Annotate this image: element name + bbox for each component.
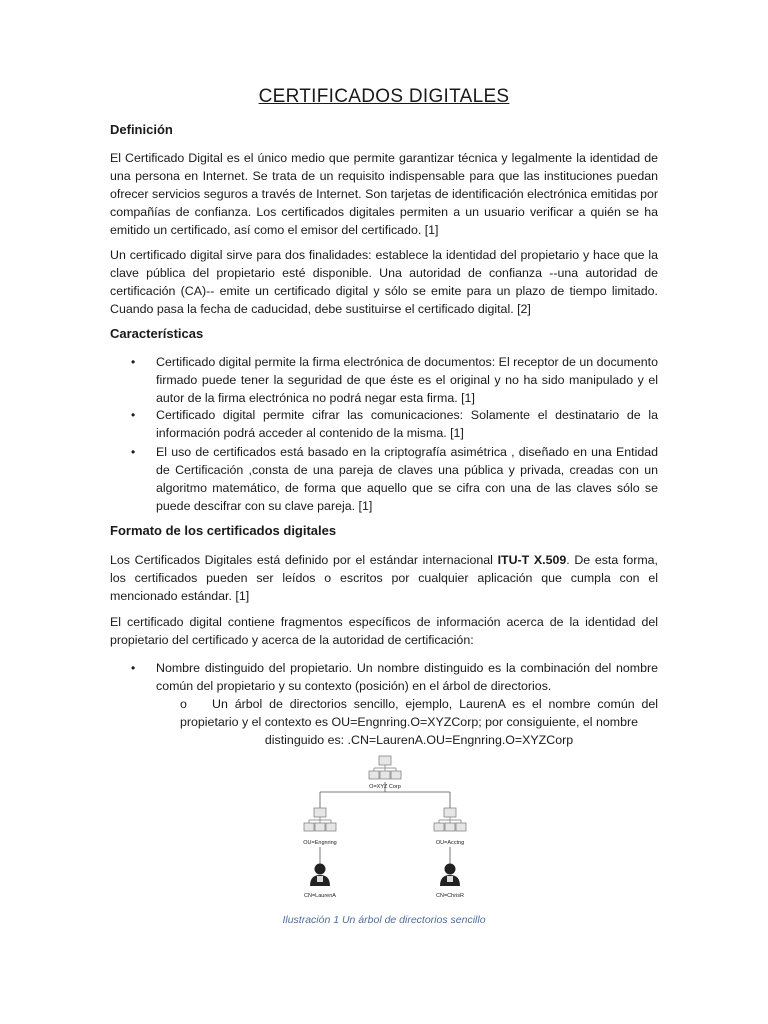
right-cn-label: CN=ChrisR	[436, 893, 464, 899]
directory-tree-diagram	[290, 752, 480, 912]
sub-bullet-last-line: distinguido es: .CN=LaurenA.OU=Engnring.O=XYZCorp	[264, 733, 574, 747]
left-ou-label: OU=Engnring	[303, 840, 337, 846]
bullet-text: El uso de certificados está basado en la criptografía asimétrica , diseñado en una Entidad de Certificación ,consta de una pareja de claves una pública y privada, creadas con un algoritmo matemático, de forma que aquello que se cifra con una de las claves sólo se puede descifrar con su clave pareja. [1]	[156, 445, 658, 513]
paragraph-definicion-2: Un certificado digital sirve para dos finalidades: establece la identidad del propietario y hace que la clave pública del propietario esté disponible. Una autoridad de confianza --una autoridad de certificación (CA)-- emite un certificado digital y sólo se emite para un plazo de tiempo limitado. Cuando pasa la fecha de caducidad, debe sustituirse el certificado digital. [2]	[110, 248, 658, 316]
left-cn-label: CN=LaurenA	[304, 893, 336, 899]
standard-name: ITU-T X.509	[497, 553, 567, 567]
paragraph-formato-1	[110, 551, 658, 605]
figure-caption: Ilustración 1 Un árbol de directorios sencillo	[282, 914, 486, 926]
root-node-label: O=XYZ Corp	[369, 784, 401, 790]
heading-caracteristicas: Características	[110, 326, 204, 341]
sub-bullet-marker: o	[180, 697, 187, 711]
bullet-marker: •	[131, 355, 136, 369]
page-title: CERTIFICADOS DIGITALES	[258, 86, 510, 107]
container-icon	[369, 756, 401, 779]
bullet-marker: •	[131, 445, 136, 459]
sub-bullet-text: Un árbol de directorios sencillo, ejemplo, LaurenA es el nombre común del propietario y el contexto es OU=Engnring.O=XYZCorp; por consiguiente, el nombre	[180, 697, 658, 729]
heading-definicion: Definición	[110, 122, 173, 137]
bullet-text: Nombre distinguido del propietario. Un nombre distinguido es la combinación del nombre común del propietario y su contexto (posición) en el árbol de directorios.	[156, 661, 658, 693]
bullet-text: Certificado digital permite la firma electrónica de documentos: El receptor de un documento firmado puede tener la seguridad de que éste es el original y no ha sido manipulado y el autor de la firma electrónica no podrá negar esta firma. [1]	[156, 355, 658, 405]
bullet-item	[131, 406, 658, 442]
user-icon	[310, 864, 330, 887]
bullet-text: Certificado digital permite cifrar las comunicaciones: Solamente el destinatario de la información podrá acceder al contenido de la misma. [1]	[156, 408, 658, 440]
user-icon	[440, 864, 460, 887]
bullet-item	[131, 443, 658, 515]
paragraph-formato-2: El certificado digital contiene fragmentos específicos de información acerca de la identidad del propietario del certificado y acerca de la autoridad de certificación:	[110, 615, 658, 647]
bullet-marker: •	[131, 661, 136, 675]
right-ou-label: OU=Acctng	[435, 840, 465, 846]
bullet-item	[131, 353, 658, 407]
bullet-marker: •	[131, 408, 136, 422]
paragraph-definicion-1: El Certificado Digital es el único medio que permite garantizar técnica y legalmente la identidad de una persona en Internet. Se trata de un requisito indispensable para que las instituciones puedan ofrecer servicios seguros a través de Internet. Son tarjetas de identificación electrónica emitidas por compañías de confianza. Los certificados digitales permiten a un usuario verificar a quién se ha emitido un certificado, así como el emisor del certificado. [1]	[110, 151, 658, 237]
container-icon	[304, 808, 336, 831]
heading-formato: Formato de los certificados digitales	[110, 523, 337, 538]
text-run: Los Certificados Digitales está definido por el estándar internacional	[110, 553, 498, 567]
sub-bullet-item	[180, 695, 658, 749]
text-run: . De esta forma, los certificados pueden ser leídos o escritos por cualquier aplicación que cumpla con el mencionado estándar. [1]	[110, 553, 658, 603]
container-icon	[434, 808, 466, 831]
bullet-item	[131, 659, 658, 695]
